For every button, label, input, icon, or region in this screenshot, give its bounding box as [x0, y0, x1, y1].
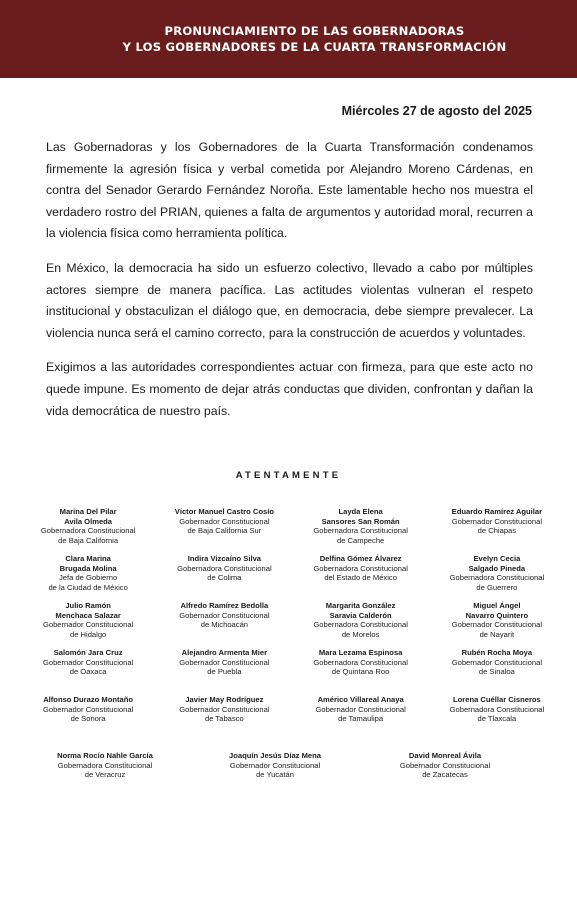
signatory-name: Joaquín Jesús Díaz Mena — [229, 751, 321, 760]
signatory — [429, 693, 565, 740]
signatory — [429, 552, 565, 599]
signatory — [20, 552, 156, 599]
signatory-role: Gobernadora Constitucional de Tlaxcala — [449, 704, 545, 724]
signatory — [156, 505, 292, 552]
signatory-role: Gobernador Constitucional de Tabasco — [179, 704, 270, 724]
signatory-name: Eduardo Ramírez Aguilar — [451, 507, 543, 516]
signatory-role: Gobernador Constitucional de Puebla — [179, 657, 270, 677]
signatory-name: Lorena Cuéllar Cisneros — [452, 695, 541, 704]
signatory — [293, 599, 429, 646]
signatory — [293, 693, 429, 740]
signatory-role: Gobernadora Constitucional de Campeche — [313, 526, 408, 545]
signatory — [20, 749, 190, 780]
signatory — [293, 646, 429, 693]
signatory — [429, 505, 565, 552]
signatory-name: Indira Vizcaíno Silva — [187, 554, 262, 563]
document-date: Miércoles 27 de agosto del 2025 — [341, 104, 532, 118]
signatory-role: Gobernadora Constitucional de Veracruz — [57, 760, 153, 780]
signatory-name: Mara Lezama Espinosa — [318, 648, 403, 657]
paragraph-2: En México, la democracia ha sido un esfuerzo colectivo, llevado a cabo por múltiples actores siempre de manera pacífica. Las actitudes violentas vulneran el respeto institucional y obstaculizan el diálogo que, en democracia, debe siempre prevalecer. La violencia nunca será el camino correcto, para la construcción de acuerdos y voluntades. — [46, 260, 533, 340]
signatory-role: Gobernador Constitucional de Baja California Sur — [179, 516, 270, 536]
signatories-last-row — [20, 749, 530, 780]
signatory-name: Clara Marina Brugada Molina — [59, 554, 117, 573]
signatory-name: Miguel Ángel Navarro Quintero — [465, 601, 529, 620]
signatory — [20, 505, 156, 552]
signatory-name: David Monreal Ávila — [408, 751, 482, 760]
signatory-name: Marina Del Pilar Avila Olmeda — [59, 507, 117, 526]
closing-atentamente: ATENTAMENTE — [235, 470, 342, 481]
signatory — [293, 505, 429, 552]
signatory-role: Jefa de Gobierno de la Ciudad de México — [48, 573, 128, 592]
signatory — [156, 646, 292, 693]
signatory — [156, 599, 292, 646]
paragraph-3: Exigimos a las autoridades correspondientes actuar con firmeza, para que este acto no quede impune. Es momento de dejar atrás conductas que dividen, confrontan y dañan la vida democrática de nuestro país. — [46, 360, 533, 418]
signatories-grid — [20, 505, 565, 740]
signatory — [190, 749, 360, 780]
signatory-role: Gobernadora Constitucional de Colima — [177, 563, 272, 583]
signatory-role: Gobernador Constitucional de Sonora — [42, 704, 134, 724]
signatory-role: Gobernador Constitucional de Hidalgo — [42, 620, 134, 639]
signatory-name: Alejandro Armenta Mier — [181, 648, 268, 657]
signatory-role: Gobernador Constitucional de Yucatán — [229, 760, 321, 780]
signatory-role: Gobernadora Constitucional del Estado de México — [313, 563, 408, 583]
signatory-role: Gobernadora Constitucional de Guerrero — [449, 573, 545, 592]
signatory-role: Gobernadora Constitucional de Quintana Roo — [313, 657, 408, 677]
signatory — [156, 552, 292, 599]
header-title-line-1: PRONUNCIAMIENTO DE LAS GOBERNADORAS — [164, 24, 465, 38]
signatory — [20, 693, 156, 740]
signatory-name: Alfredo Ramírez Bedolla — [180, 601, 269, 610]
signatory-name: Víctor Manuel Castro Cosío — [174, 507, 274, 516]
signatory — [429, 646, 565, 693]
signatory-name: Norma Rocío Nahle García — [57, 751, 153, 760]
signatory-role: Gobernador Constitucional de Tamaulipa — [315, 704, 406, 724]
signatory-role: Gobernadora Constitucional de Baja California — [40, 526, 136, 545]
header-banner — [0, 0, 577, 78]
signatory — [360, 749, 530, 780]
signatory — [20, 599, 156, 646]
signatory-role: Gobernadora Constitucional de Morelos — [313, 620, 408, 639]
signatory — [20, 646, 156, 693]
signatory-name: Julio Ramón Menchaca Salazar — [55, 601, 121, 620]
header-title-line-2: Y LOS GOBERNADORES DE LA CUARTA TRANSFORMACIÓN — [122, 40, 507, 54]
paragraph-1: Las Gobernadoras y los Gobernadores de la Cuarta Transformación condenamos firmemente la agresión física y verbal cometida por Alejandro Moreno Cárdenas, en contra del Senador Gerardo Fernández Noroña. Este lamentable hecho nos muestra el verdadero rostro del PRIAN, quienes a falta de argumentos y autoridad moral, recurren a la violencia física como herramienta política. — [46, 140, 533, 241]
signatory-name: Margarita González Saravia Calderón — [325, 601, 396, 620]
signatory-role: Gobernador Constitucional de Michoacán — [179, 610, 270, 630]
signatory — [293, 552, 429, 599]
signatory-name: Rubén Rocha Moya — [461, 648, 533, 657]
signatory-role: Gobernador Constitucional de Chiapas — [451, 516, 543, 536]
statement-body — [46, 137, 533, 435]
signatory-name: Américo Villareal Anaya — [317, 695, 404, 704]
signatory-name: Alfonso Durazo Montaño — [43, 695, 134, 704]
signatory-role: Gobernador Constitucional de Sinaloa — [451, 657, 543, 677]
signatory-name: Delfina Gómez Álvarez — [319, 554, 402, 563]
signatory-role: Gobernador Constitucional de Zacatecas — [399, 760, 491, 780]
signatory-name: Javier May Rodríguez — [185, 695, 264, 704]
signatory-role: Gobernador Constitucional de Nayarit — [451, 620, 543, 639]
signatory — [429, 599, 565, 646]
signatory-name: Layda Elena Sansores San Román — [321, 507, 400, 526]
signatory-role: Gobernador Constitucional de Oaxaca — [42, 657, 134, 677]
signatory — [156, 693, 292, 740]
signatory-name: Salomón Jara Cruz — [53, 648, 123, 657]
signatory-name: Evelyn Cecia Salgado Pineda — [468, 554, 526, 573]
